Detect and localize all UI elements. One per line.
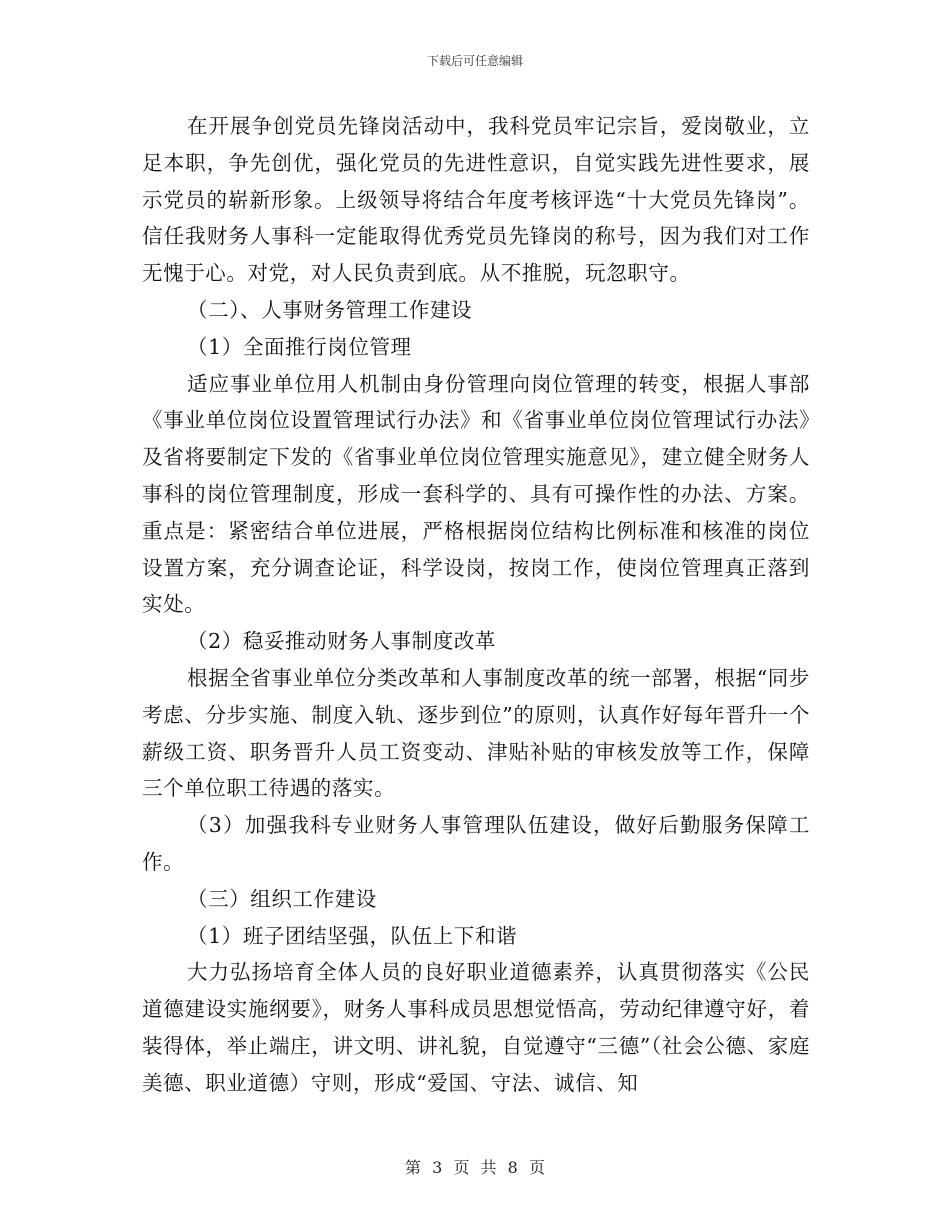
footer-total-word: 共: [480, 1158, 497, 1177]
subsection-heading: （1）班子团结坚强，队伍上下和谐: [187, 923, 518, 948]
footer-page-word: 页: [453, 1158, 470, 1177]
paragraph-body: 大力弘扬培育全体人员的良好职业道德素养，认真贯彻落实《公民道德建设实施纲要》，财务人事科成员思想觉悟高，劳动纪律遵守好，着装得体，举止端庄，讲文明、讲礼貌，自觉遵守“三德”（社会公德、家庭美德、职业道德）守则，形成“爱国、守法、诚信、知: [142, 960, 810, 1095]
page-number-footer: [0, 1155, 950, 1178]
paragraph-body: 适应事业单位用人机制由身份管理向岗位管理的转变，根据人事部《事业单位岗位设置管理试行办法》和《省事业单位岗位管理试行办法》及省将要制定下发的《省事业单位岗位管理实施意见》，建立健全财务人事科的岗位管理制度，形成一套科学的、具有可操作性的办法、方案。重点是：紧密结合单位进展，严格根据岗位结构比例标准和核准的岗位设置方案，充分调查论证，科学设岗，按岗工作，使岗位管理真正落到实处。: [142, 371, 810, 617]
subsection-heading: （1）全面推行岗位管理: [187, 334, 412, 359]
current-page-number: 3: [432, 1158, 443, 1177]
paragraph-body: 根据全省事业单位分类改革和人事制度改革的统一部署，根据“同步考虑、分步实施、制度入轨、逐步到位”的原则，认真作好每年晋升一个薪级工资、职务晋升人员工资变动、津贴补贴的审核发放等工作，保障三个单位职工待遇的落实。: [142, 665, 810, 801]
footer-suffix: 页: [528, 1158, 545, 1177]
subsection-heading: （2）稳妥推动财务人事制度改革: [187, 629, 497, 654]
total-page-number: 8: [507, 1158, 518, 1177]
header-note: 下载后可任意编辑: [426, 54, 523, 68]
paragraph-body: 在开展争创党员先锋岗活动中，我科党员牢记宗旨，爱岗敬业，立足本职，争先创优，强化党员的先进性意识，自觉实践先进性要求，展示党员的崭新形象。上级领导将结合年度考核评选“十大党员先锋岗”。信任我财务人事科一定能取得优秀党员先锋岗的称号，因为我们对工作无愧于心。对党，对人民负责到底。从不推脱，玩忽职守。: [142, 114, 810, 286]
footer-prefix: 第: [405, 1158, 422, 1177]
paragraph-body: （3）加强我科专业财务人事管理队伍建设，做好后勤服务保障工作。: [142, 813, 810, 874]
document-body: [142, 108, 810, 1102]
section-heading: （二）、人事财务管理工作建设: [187, 297, 473, 322]
section-heading: （三）组织工作建设: [187, 886, 377, 911]
